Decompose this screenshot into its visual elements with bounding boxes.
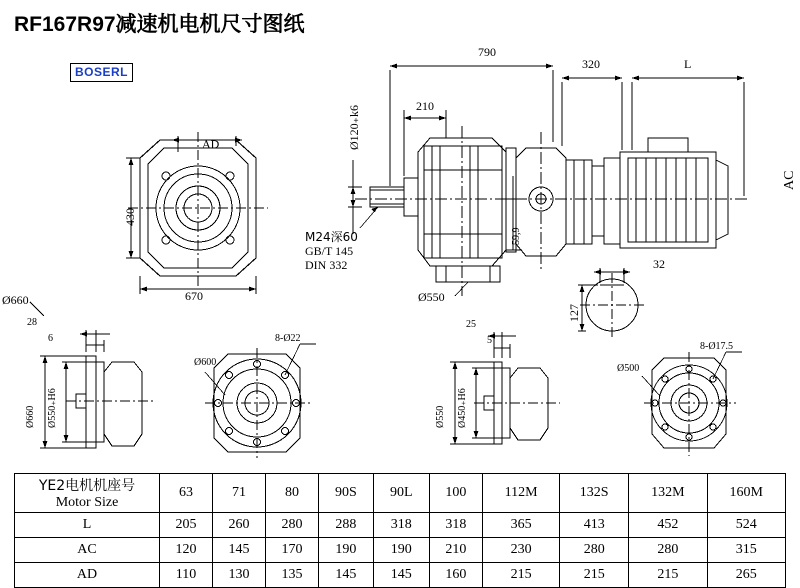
table-cell: 190 bbox=[373, 538, 429, 563]
table-cell: 145 bbox=[373, 563, 429, 588]
dim-AC: AC bbox=[782, 170, 797, 190]
table-cell: 205 bbox=[160, 513, 213, 538]
table-cell: 230 bbox=[482, 538, 559, 563]
dim-5: 5 bbox=[487, 335, 492, 346]
table-cell: 215 bbox=[629, 563, 707, 588]
note-gbt145: GB/T 145 bbox=[305, 244, 354, 258]
dim-210: 210 bbox=[416, 99, 434, 113]
table-cell: 413 bbox=[560, 513, 629, 538]
dim-shaft-diameter: Ø120₊k6 bbox=[347, 105, 361, 150]
table-cell: 145 bbox=[213, 538, 266, 563]
dim-660-vert: Ø660 bbox=[25, 405, 36, 428]
table-cell: 260 bbox=[213, 513, 266, 538]
dim-bolts-17-5: 8-Ø17.5 bbox=[700, 341, 734, 352]
table-cell: 280 bbox=[266, 513, 319, 538]
table-cell: 120 bbox=[160, 538, 213, 563]
dim-key-127: 127 bbox=[567, 304, 581, 322]
dim-25: 25 bbox=[466, 319, 476, 330]
dim-bolts-22: 8-Ø22 bbox=[275, 333, 301, 344]
motor-size-cell: 71 bbox=[213, 474, 266, 513]
row-label-L: L bbox=[15, 513, 160, 538]
table-cell: 315 bbox=[707, 538, 785, 563]
table-row bbox=[15, 563, 786, 588]
dim-790: 790 bbox=[478, 45, 496, 59]
table-cell: 160 bbox=[429, 563, 482, 588]
table-row bbox=[15, 513, 786, 538]
table-cell: 215 bbox=[482, 563, 559, 588]
motor-size-cell: 80 bbox=[266, 474, 319, 513]
table-header-label-en: Motor Size bbox=[55, 495, 119, 510]
dim-320: 320 bbox=[582, 57, 600, 71]
note-thread-m24: M24深60 bbox=[305, 230, 358, 244]
table-cell: 318 bbox=[373, 513, 429, 538]
motor-size-table bbox=[14, 473, 786, 588]
dim-28: 28 bbox=[27, 317, 37, 328]
table-cell: 524 bbox=[707, 513, 785, 538]
table-cell: 210 bbox=[429, 538, 482, 563]
page-title: RF167R97减速机电机尺寸图纸 bbox=[14, 13, 305, 36]
dim-550-vert: Ø550 bbox=[435, 405, 446, 428]
table-cell: 365 bbox=[482, 513, 559, 538]
dim-660-leader: Ø660 bbox=[2, 293, 29, 307]
dim-6: 6 bbox=[48, 333, 53, 344]
table-cell: 215 bbox=[560, 563, 629, 588]
table-cell: 190 bbox=[319, 538, 374, 563]
motor-size-cell: 100 bbox=[429, 474, 482, 513]
table-cell: 318 bbox=[429, 513, 482, 538]
table-cell: 135 bbox=[266, 563, 319, 588]
dim-key-32: 32 bbox=[653, 257, 665, 271]
table-cell: 288 bbox=[319, 513, 374, 538]
row-label-AD: AD bbox=[15, 563, 160, 588]
motor-size-cell: 112M bbox=[482, 474, 559, 513]
motor-size-cell: 132M bbox=[629, 474, 707, 513]
table-cell: 452 bbox=[629, 513, 707, 538]
motor-size-cell: 90L bbox=[373, 474, 429, 513]
note-din332: DIN 332 bbox=[305, 258, 348, 272]
dim-L: L bbox=[684, 57, 692, 71]
dim-600: Ø600 bbox=[194, 357, 217, 368]
table-cell: 280 bbox=[560, 538, 629, 563]
dim-550-h6: Ø550₊H6 bbox=[47, 388, 58, 428]
dim-670: 670 bbox=[185, 289, 203, 303]
table-header-label bbox=[15, 474, 160, 513]
motor-size-cell: 160M bbox=[707, 474, 785, 513]
table-cell: 170 bbox=[266, 538, 319, 563]
row-label-AC: AC bbox=[15, 538, 160, 563]
table-row-header bbox=[15, 474, 786, 513]
motor-size-cell: 63 bbox=[160, 474, 213, 513]
dim-flange-550: Ø550 bbox=[418, 290, 445, 304]
dim-430: 430 bbox=[123, 208, 137, 226]
table-cell: 130 bbox=[213, 563, 266, 588]
table-cell: 145 bbox=[319, 563, 374, 588]
dim-AD-front: AD bbox=[202, 137, 220, 151]
brand-logo: BOSERL bbox=[70, 63, 133, 82]
table-cell: 265 bbox=[707, 563, 785, 588]
dim-59-9: 59,9 bbox=[511, 227, 522, 245]
table-header-label-cn: YE2电机机座号 bbox=[38, 478, 136, 494]
motor-size-cell: 90S bbox=[319, 474, 374, 513]
table-cell: 110 bbox=[160, 563, 213, 588]
table-cell: 280 bbox=[629, 538, 707, 563]
table-row bbox=[15, 538, 786, 563]
dim-500: Ø500 bbox=[617, 363, 640, 374]
dim-450-h6: Ø450₊H6 bbox=[457, 388, 468, 428]
motor-size-cell: 132S bbox=[560, 474, 629, 513]
